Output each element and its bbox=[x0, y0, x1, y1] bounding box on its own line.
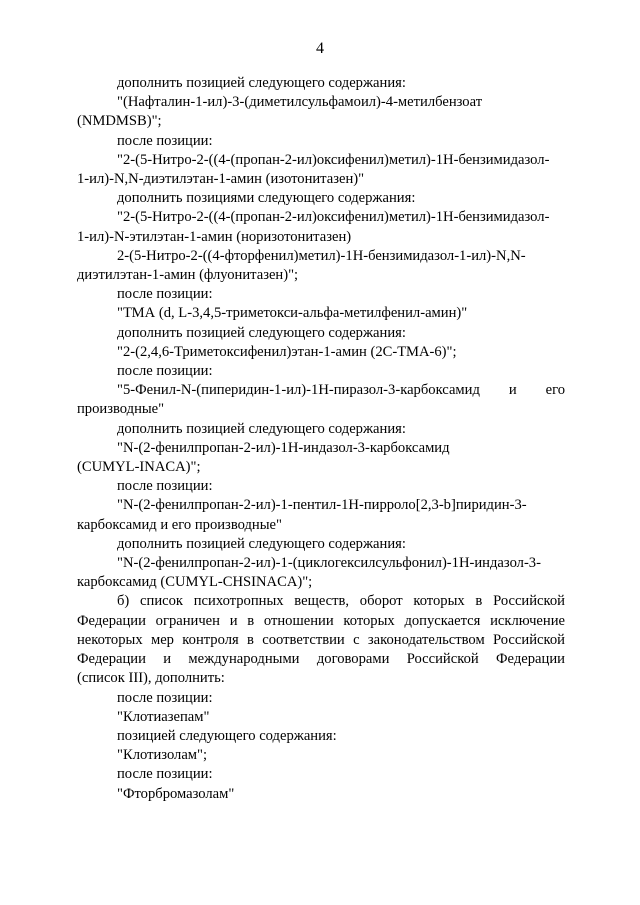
text-line: "(Нафталин-1-ил)-3-(диметилсульфамоил)-4-метилбензоат bbox=[117, 94, 483, 111]
text-line: после позиции: bbox=[117, 286, 213, 303]
text-word: в bbox=[475, 593, 483, 610]
text-word: которых bbox=[343, 612, 395, 629]
text-line: производные" bbox=[77, 401, 165, 418]
text-word: его bbox=[545, 382, 565, 399]
text-line: карбоксамид и его производные" bbox=[77, 516, 282, 533]
text-word: оборот bbox=[359, 593, 403, 610]
page-number: 4 bbox=[316, 40, 324, 57]
text-word: которых bbox=[413, 593, 465, 610]
text-word: Российской bbox=[406, 651, 479, 668]
text-word: и bbox=[508, 382, 517, 399]
text-word: некоторых bbox=[77, 631, 143, 648]
text-line: (NMDMSB)"; bbox=[77, 113, 162, 130]
text-word: контроля bbox=[182, 631, 239, 648]
text-word: психотропных bbox=[193, 593, 284, 610]
text-word: список bbox=[140, 593, 183, 610]
text-word: "5-Фенил-N-(пиперидин-1-ил)-1Н-пиразол-3-карбоксамид bbox=[117, 382, 480, 399]
text-word: и bbox=[229, 612, 238, 629]
text-line: после позиции: bbox=[117, 363, 213, 380]
text-line: "Клотиазепам" bbox=[117, 708, 210, 725]
text-line: карбоксамид (CUMYL-CHSINACA)"; bbox=[77, 574, 313, 591]
text-word: международными bbox=[188, 651, 300, 668]
text-line: "2-(2,4,6-Триметоксифенил)этан-1-амин (2С-ТМА-6)"; bbox=[117, 343, 457, 360]
text-line: дополнить позицией следующего содержания: bbox=[117, 75, 406, 91]
text-word: в bbox=[247, 631, 254, 648]
text-word: договорами bbox=[316, 651, 390, 668]
text-word: Российской bbox=[493, 593, 565, 610]
text-line: "Фторбромазолам" bbox=[117, 785, 235, 802]
text-line: "ТМА (d, L-3,4,5-триметокси-альфа-метилфенил-амин)" bbox=[117, 305, 468, 322]
text-line: позицией следующего содержания: bbox=[117, 727, 337, 744]
text-line bbox=[77, 381, 565, 400]
text-line: (CUMYL-INACA)"; bbox=[77, 459, 201, 476]
text-word: Российской bbox=[493, 631, 565, 648]
text-word: с bbox=[353, 631, 360, 648]
text-line: "N-(2-фенилпропан-2-ил)-1-пентил-1Н-пирроло[2,3-b]пиридин-3- bbox=[117, 497, 527, 514]
text-word: отношении bbox=[263, 612, 334, 629]
text-word: ограничен bbox=[155, 612, 220, 629]
text-word: мер bbox=[150, 631, 174, 648]
text-word: и bbox=[163, 651, 172, 668]
text-word: исключение bbox=[490, 612, 565, 629]
text-line: 1-ил)-N-этилэтан-1-амин (норизотонитазен) bbox=[77, 228, 352, 245]
text-line: после позиции: bbox=[117, 766, 213, 783]
text-line bbox=[77, 612, 565, 631]
text-word: Федерации bbox=[496, 651, 565, 668]
text-word: соответствии bbox=[262, 631, 345, 648]
text-word: законодательством bbox=[367, 631, 485, 648]
text-line: 2-(5-Нитро-2-((4-фторфенил)метил)-1Н-бензимидазол-1-ил)-N,N- bbox=[117, 247, 526, 264]
text-line: дополнить позицией следующего содержания: bbox=[117, 324, 406, 341]
text-line: диэтилэтан-1-амин (флуонитазен)"; bbox=[77, 267, 299, 284]
text-line: "Клотизолам"; bbox=[117, 747, 208, 764]
text-line: "N-(2-фенилпропан-2-ил)-1-(циклогексилсульфонил)-1Н-индазол-3- bbox=[117, 555, 541, 572]
text-word: допускается bbox=[404, 612, 481, 629]
text-line bbox=[77, 592, 565, 611]
text-line: после позиции: bbox=[117, 478, 213, 495]
text-line: 1-ил)-N,N-диэтилэтан-1-амин (изотонитазен)" bbox=[77, 171, 365, 188]
text-line: "2-(5-Нитро-2-((4-(пропан-2-ил)оксифенил)метил)-1Н-бензимидазол- bbox=[117, 151, 550, 168]
text-line bbox=[77, 650, 565, 669]
text-word: веществ, bbox=[294, 593, 350, 610]
text-line: "N-(2-фенилпропан-2-ил)-1Н-индазол-3-карбоксамид bbox=[117, 439, 450, 456]
text-word: Федерации bbox=[77, 612, 146, 629]
text-line: дополнить позицией следующего содержания: bbox=[117, 420, 406, 437]
text-word: в bbox=[247, 612, 255, 629]
text-line: после позиции: bbox=[117, 132, 213, 149]
text-line: после позиции: bbox=[117, 689, 213, 706]
document-body bbox=[77, 74, 565, 804]
text-line: дополнить позициями следующего содержания: bbox=[117, 190, 416, 207]
text-line: (список III), дополнить: bbox=[77, 670, 225, 687]
text-word: б) bbox=[117, 593, 130, 610]
text-line: "2-(5-Нитро-2-((4-(пропан-2-ил)оксифенил)метил)-1Н-бензимидазол- bbox=[117, 209, 550, 226]
text-word: Федерации bbox=[77, 651, 146, 668]
text-line bbox=[77, 631, 565, 650]
text-line: дополнить позицией следующего содержания: bbox=[117, 535, 406, 552]
